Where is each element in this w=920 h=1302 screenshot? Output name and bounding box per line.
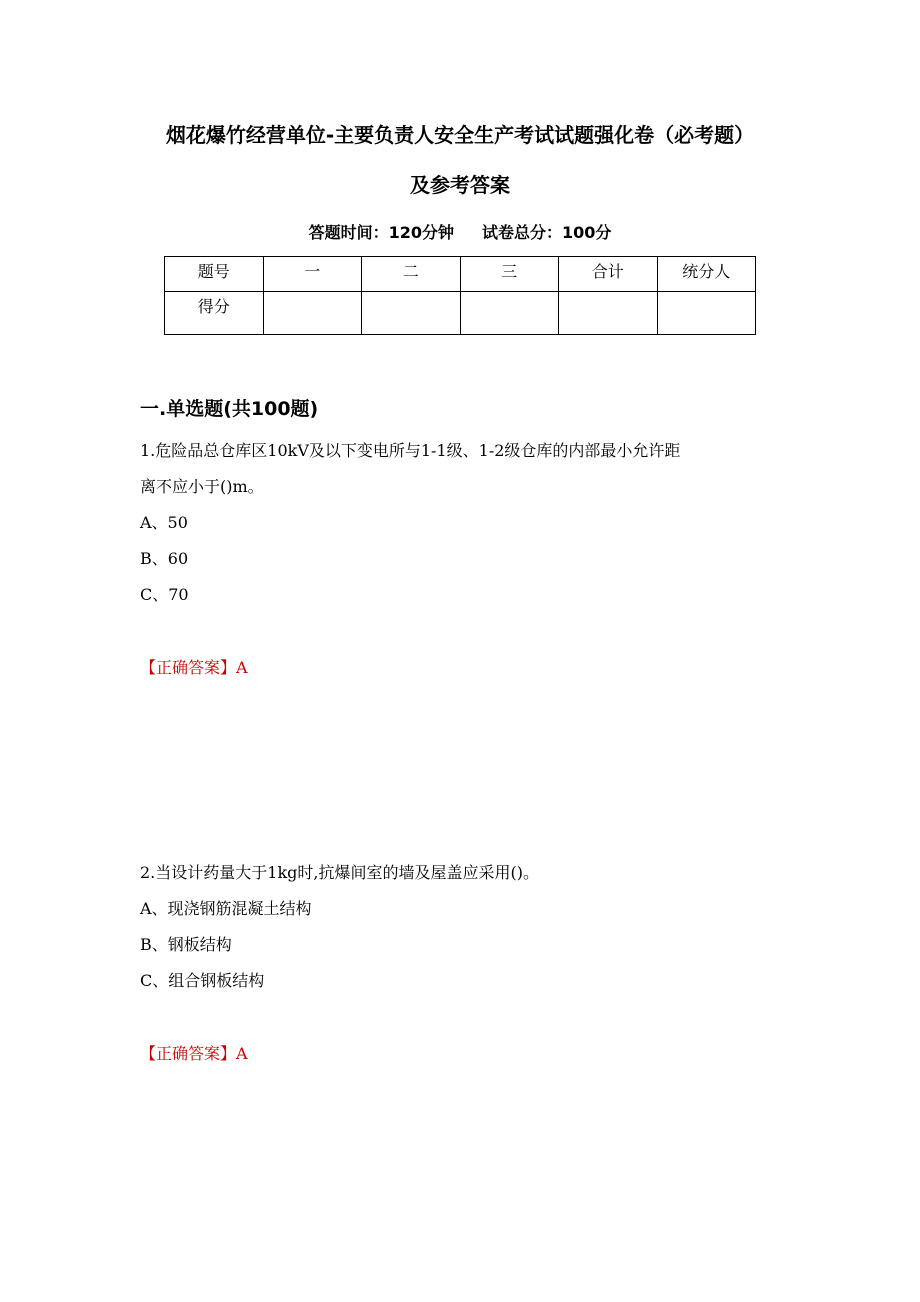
exam-meta xyxy=(0,222,920,244)
option-b: B、钢板结构 xyxy=(140,935,232,954)
score-cell xyxy=(263,292,362,335)
score-table-header-row xyxy=(165,257,756,292)
option-c: C、组合钢板结构 xyxy=(140,971,265,990)
score-header-cell: 二 xyxy=(362,257,461,292)
score-row-label: 得分 xyxy=(165,292,264,335)
score-header-cell: 题号 xyxy=(165,257,264,292)
question-2 xyxy=(140,855,800,999)
question-stem: 1.危险品总仓库区10kV及以下变电所与1-1级、1-2级仓库的内部最小允许距 xyxy=(140,441,681,460)
answer-1 xyxy=(140,650,800,686)
score-cell xyxy=(460,292,559,335)
document-title-line2: 及参考答案 xyxy=(410,173,510,197)
answer-value: A xyxy=(236,1044,248,1063)
section-title: 一.单选题(共100题) xyxy=(140,398,319,420)
score-cell xyxy=(657,292,756,335)
document-title-line1: 烟花爆竹经营单位-主要负责人安全生产考试试题强化卷（必考题） xyxy=(165,123,755,147)
score-cell xyxy=(559,292,658,335)
score-table-score-row xyxy=(165,292,756,335)
question-stem: 2.当设计药量大于1kg时,抗爆间室的墙及屋盖应采用()。 xyxy=(140,863,539,882)
score-cell xyxy=(362,292,461,335)
question-1 xyxy=(140,433,800,613)
option-c: C、70 xyxy=(140,585,189,604)
score-header-cell: 三 xyxy=(460,257,559,292)
exam-total-score: 试卷总分：100分 xyxy=(482,223,612,242)
exam-time: 答题时间：120分钟 xyxy=(308,223,454,242)
score-header-cell: 统分人 xyxy=(657,257,756,292)
answer-label: 【正确答案】 xyxy=(140,1044,237,1063)
answer-2 xyxy=(140,1036,800,1072)
answer-value: A xyxy=(236,658,248,677)
score-header-cell: 合计 xyxy=(559,257,658,292)
answer-label: 【正确答案】 xyxy=(140,658,237,677)
option-b: B、60 xyxy=(140,549,189,568)
option-a: A、50 xyxy=(140,513,188,532)
option-a: A、现浇钢筋混凝土结构 xyxy=(140,899,312,918)
question-stem-continued: 离不应小于()m。 xyxy=(140,477,264,496)
score-table xyxy=(164,256,756,335)
score-header-cell: 一 xyxy=(263,257,362,292)
